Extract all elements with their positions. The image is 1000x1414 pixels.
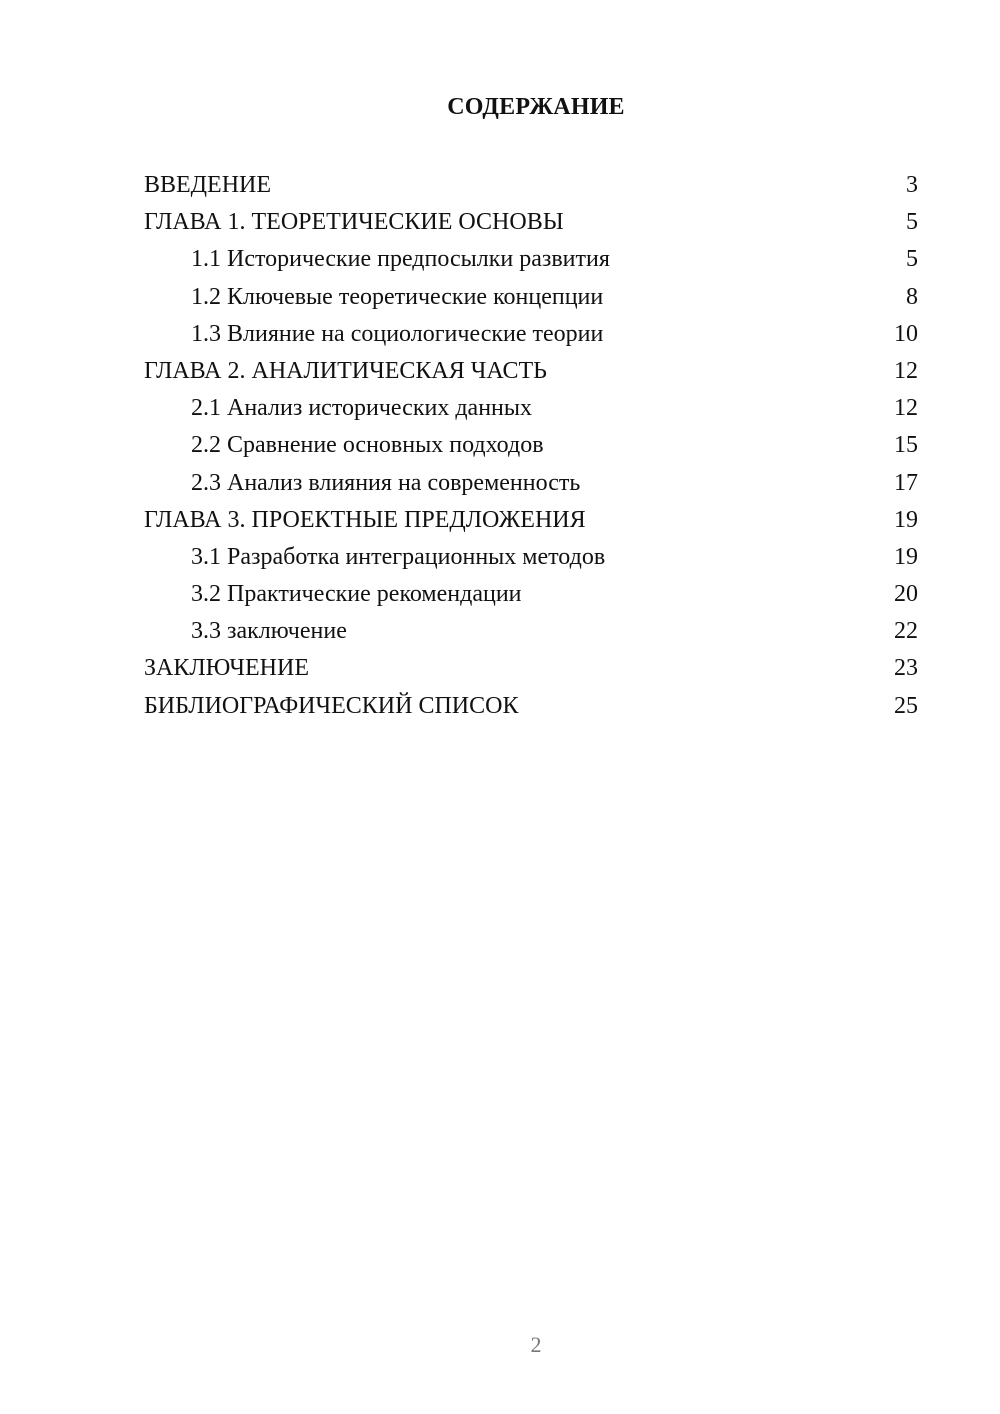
toc-entry-introduction[interactable]: [144, 167, 920, 204]
toc-entry-page: 12: [894, 357, 918, 384]
toc-entry-title: ГЛАВА 1. ТЕОРЕТИЧЕСКИЕ ОСНОВЫ: [144, 209, 564, 236]
toc-entry-title: 2.2 Сравнение основных подходов: [191, 432, 544, 459]
toc-entry-section-3-2[interactable]: [144, 576, 920, 613]
toc-entry-title: 3.3 заключение: [191, 618, 347, 645]
toc-entry-page: 10: [894, 320, 918, 347]
toc-entry-page: 12: [894, 395, 918, 422]
toc-entry-title: ВВЕДЕНИЕ: [144, 172, 272, 198]
toc-entry-page: 19: [894, 506, 918, 533]
toc-entry-section-1-2[interactable]: [144, 279, 920, 316]
toc-entry-page: 3: [906, 172, 918, 198]
toc-entry-section-3-1[interactable]: [144, 539, 920, 576]
toc-entry-page: 17: [894, 469, 918, 496]
toc-entry-title: ГЛАВА 3. ПРОЕКТНЫЕ ПРЕДЛОЖЕНИЯ: [144, 506, 586, 533]
toc-entry-page: 23: [894, 655, 918, 682]
toc-entry-title: 1.3 Влияние на социологические теории: [191, 320, 604, 347]
toc-entry-title: БИБЛИОГРАФИЧЕСКИЙ СПИСОК: [144, 692, 519, 719]
toc-entry-section-1-1[interactable]: [144, 241, 920, 278]
toc-entry-page: 15: [894, 432, 918, 459]
toc-entry-section-2-3[interactable]: [144, 465, 920, 502]
toc-entry-title: ЗАКЛЮЧЕНИЕ: [144, 655, 309, 682]
toc-entry-chapter-1[interactable]: [144, 204, 920, 241]
toc-entry-page: 22: [894, 618, 918, 645]
toc-entry-title: 1.1 Исторические предпосылки развития: [191, 246, 610, 273]
toc-entry-section-1-3[interactable]: [144, 316, 920, 353]
toc-entry-title: 3.1 Разработка интеграционных методов: [191, 543, 606, 570]
toc-entry-title: 2.1 Анализ исторических данных: [191, 395, 533, 422]
toc-entry-title: 1.2 Ключевые теоретические концепции: [191, 283, 604, 310]
toc-entry-page: 25: [894, 692, 918, 719]
toc-entry-section-2-2[interactable]: [144, 427, 920, 464]
toc-entry-chapter-3[interactable]: [144, 502, 920, 539]
toc-entry-bibliography[interactable]: [144, 688, 920, 725]
toc-entry-section-2-1[interactable]: [144, 390, 920, 427]
toc-entry-section-3-3[interactable]: [144, 613, 920, 650]
toc-entry-title: ГЛАВА 2. АНАЛИТИЧЕСКАЯ ЧАСТЬ: [144, 357, 547, 384]
toc-entry-page: 19: [894, 543, 918, 570]
toc-entry-page: 8: [906, 283, 918, 310]
toc-entry-page: 5: [906, 209, 918, 236]
toc-entry-chapter-2[interactable]: [144, 353, 920, 390]
toc-entry-title: 3.2 Практические рекомендации: [191, 581, 522, 608]
toc-entry-conclusion[interactable]: [144, 650, 920, 687]
table-of-contents: [144, 167, 920, 725]
toc-entry-page: 5: [906, 246, 918, 273]
toc-entry-title: 2.3 Анализ влияния на современность: [191, 469, 581, 496]
page-number: 2: [530, 1332, 542, 1357]
toc-entry-page: 20: [894, 581, 918, 608]
page-title: СОДЕРЖАНИЕ: [447, 94, 625, 120]
